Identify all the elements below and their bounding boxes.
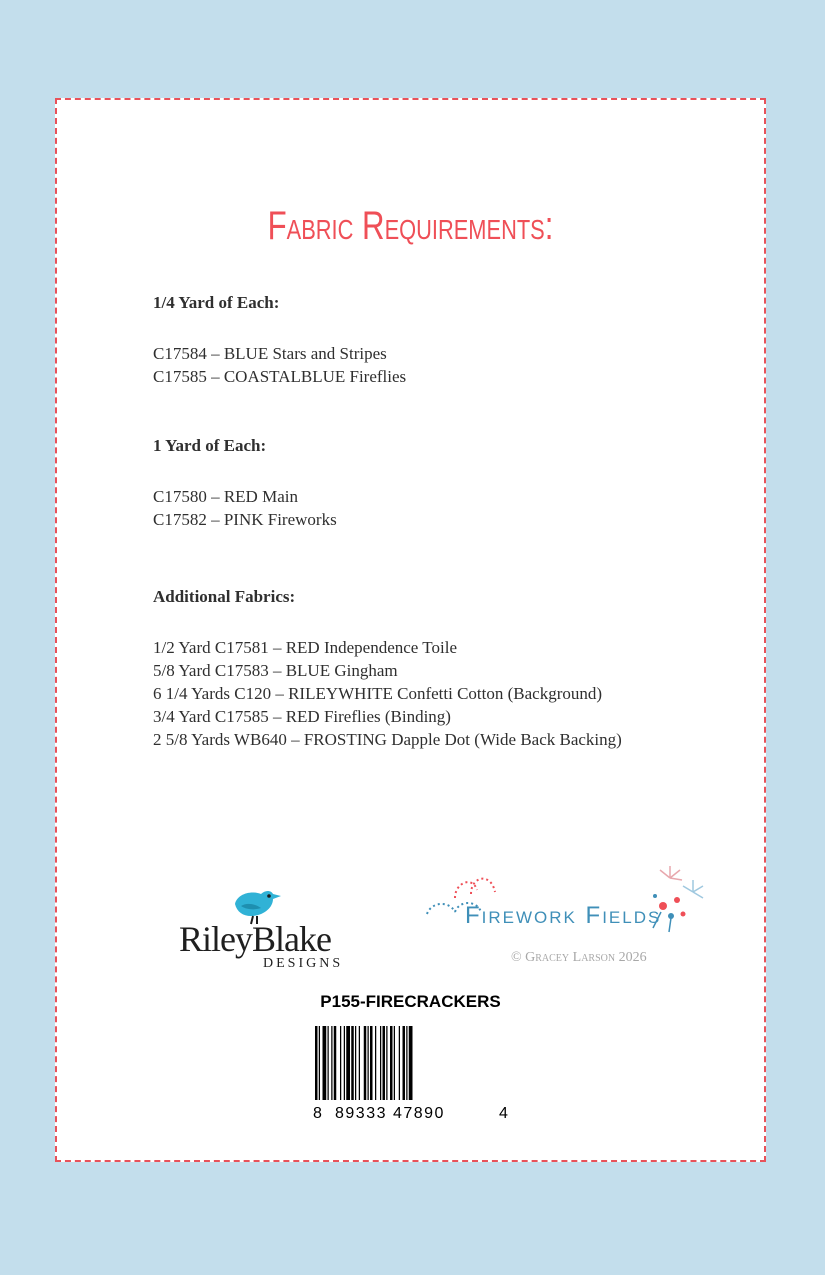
barcode-bar xyxy=(375,1026,376,1100)
barcode-bar xyxy=(315,1026,318,1100)
barcode-bar xyxy=(370,1026,373,1100)
barcode-bar xyxy=(399,1026,400,1100)
fabric-line: 1/2 Yard C17581 – RED Independence Toile xyxy=(153,638,457,657)
barcode-bar xyxy=(340,1026,341,1100)
fabric-line: C17580 – RED Main xyxy=(153,487,298,506)
firework-fields-wordmark: Firework Fields xyxy=(465,902,662,929)
sku-label: P155-FIRECRACKERS xyxy=(320,992,501,1011)
barcode-digit-last: 4 xyxy=(499,1105,508,1122)
fabric-line: 5/8 Yard C17583 – BLUE Gingham xyxy=(153,661,398,680)
quarter-yard-section xyxy=(153,292,406,388)
barcode-bar xyxy=(359,1026,360,1100)
barcode-bar xyxy=(328,1026,329,1100)
firework-fields-logo xyxy=(425,866,705,976)
riley-blake-wordmark: RileyBlake xyxy=(179,919,331,959)
page-title: Fabric Requirements: xyxy=(267,204,554,248)
riley-blake-logo xyxy=(179,886,379,976)
section-heading: 1 Yard of Each: xyxy=(153,436,267,455)
barcode-bar xyxy=(394,1026,395,1100)
barcode-bar xyxy=(383,1026,386,1100)
fabric-line: C17585 – COASTALBLUE Fireflies xyxy=(153,367,407,386)
barcode-digit-middle: 89333 47890 xyxy=(335,1105,445,1122)
barcode-bar xyxy=(331,1026,332,1100)
barcode-bar xyxy=(390,1026,393,1100)
barcode-bar xyxy=(368,1026,369,1100)
section-heading: 1/4 Yard of Each: xyxy=(153,293,280,312)
copyright-text: © Gracey Larson 2026 xyxy=(511,950,647,965)
barcode-bar xyxy=(334,1026,337,1100)
additional-fabrics-section xyxy=(153,586,622,751)
fabric-line: 2 5/8 Yards WB640 – FROSTING Dapple Dot (Wide Back Backing) xyxy=(153,730,622,749)
barcode-bar xyxy=(403,1026,406,1100)
fabric-line: 3/4 Yard C17585 – RED Fireflies (Binding) xyxy=(153,707,451,726)
section-heading: Additional Fabrics: xyxy=(153,587,296,606)
barcode-bar xyxy=(406,1026,407,1100)
barcode-bar xyxy=(386,1026,387,1100)
barcode-bar xyxy=(351,1026,354,1100)
barcode-bar xyxy=(380,1026,381,1100)
barcode-bar xyxy=(323,1026,327,1100)
barcode-bar xyxy=(346,1026,350,1100)
pattern-back-card xyxy=(55,98,766,1162)
fabric-line: C17584 – BLUE Stars and Stripes xyxy=(153,344,387,363)
barcode-bar xyxy=(319,1026,320,1100)
barcode-bar xyxy=(355,1026,356,1100)
barcode-bar xyxy=(344,1026,345,1100)
fabric-line: 6 1/4 Yards C120 – RILEYWHITE Confetti Cotton (Background) xyxy=(153,684,603,703)
fabric-line: C17582 – PINK Fireworks xyxy=(153,510,337,529)
one-yard-section xyxy=(153,435,337,531)
riley-blake-subtitle: DESIGNS xyxy=(263,956,344,971)
barcode-bar xyxy=(364,1026,367,1100)
barcode-digit-first: 8 xyxy=(313,1105,322,1122)
barcode-bar xyxy=(409,1026,413,1100)
barcode xyxy=(315,1026,509,1100)
